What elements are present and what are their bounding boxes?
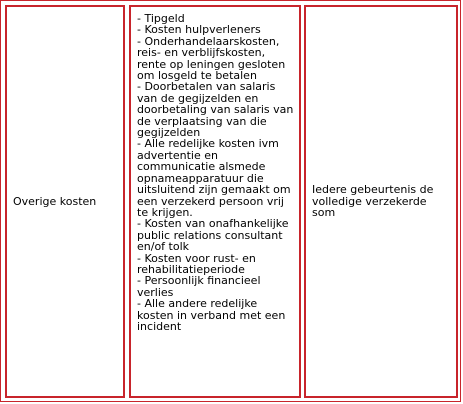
- list-item: - Doorbetalen van salaris van de gegijzelden en doorbetaling van salaris van de verplaatsing van die gegijzelden: [137, 80, 294, 140]
- list-item: - Onderhandelaarskosten, reis- en verblijfskosten, rente op leningen gesloten om losgeld te betalen: [137, 34, 286, 83]
- list-item: - Kosten hulpverleners: [137, 23, 261, 37]
- list-item: - Alle andere redelijke kosten in verband met een incident: [137, 297, 286, 333]
- list-item: - Persoonlijk financieel verlies: [137, 274, 261, 299]
- category-label: Overige kosten: [13, 194, 97, 208]
- list-item: - Kosten van onafhankelijke public relations consultant en/of tolk: [137, 217, 289, 254]
- list-item: - Kosten voor rust- en rehabilitatieperiode: [137, 251, 256, 276]
- category-cell: [5, 5, 125, 398]
- list-item: - Tipgeld: [137, 12, 185, 25]
- limit-text: Iedere gebeurtenis de volledige verzekerde som: [312, 183, 434, 220]
- items-list: [137, 13, 297, 332]
- items-cell: [129, 5, 301, 398]
- limit-cell: [304, 5, 458, 398]
- list-item: - Alle redelijke kosten ivm advertentie en communicatie alsmede opnameapparatuur die uitsluitend zijn gemaakt om een verzekerd persoon vrij te krijgen.: [137, 137, 291, 219]
